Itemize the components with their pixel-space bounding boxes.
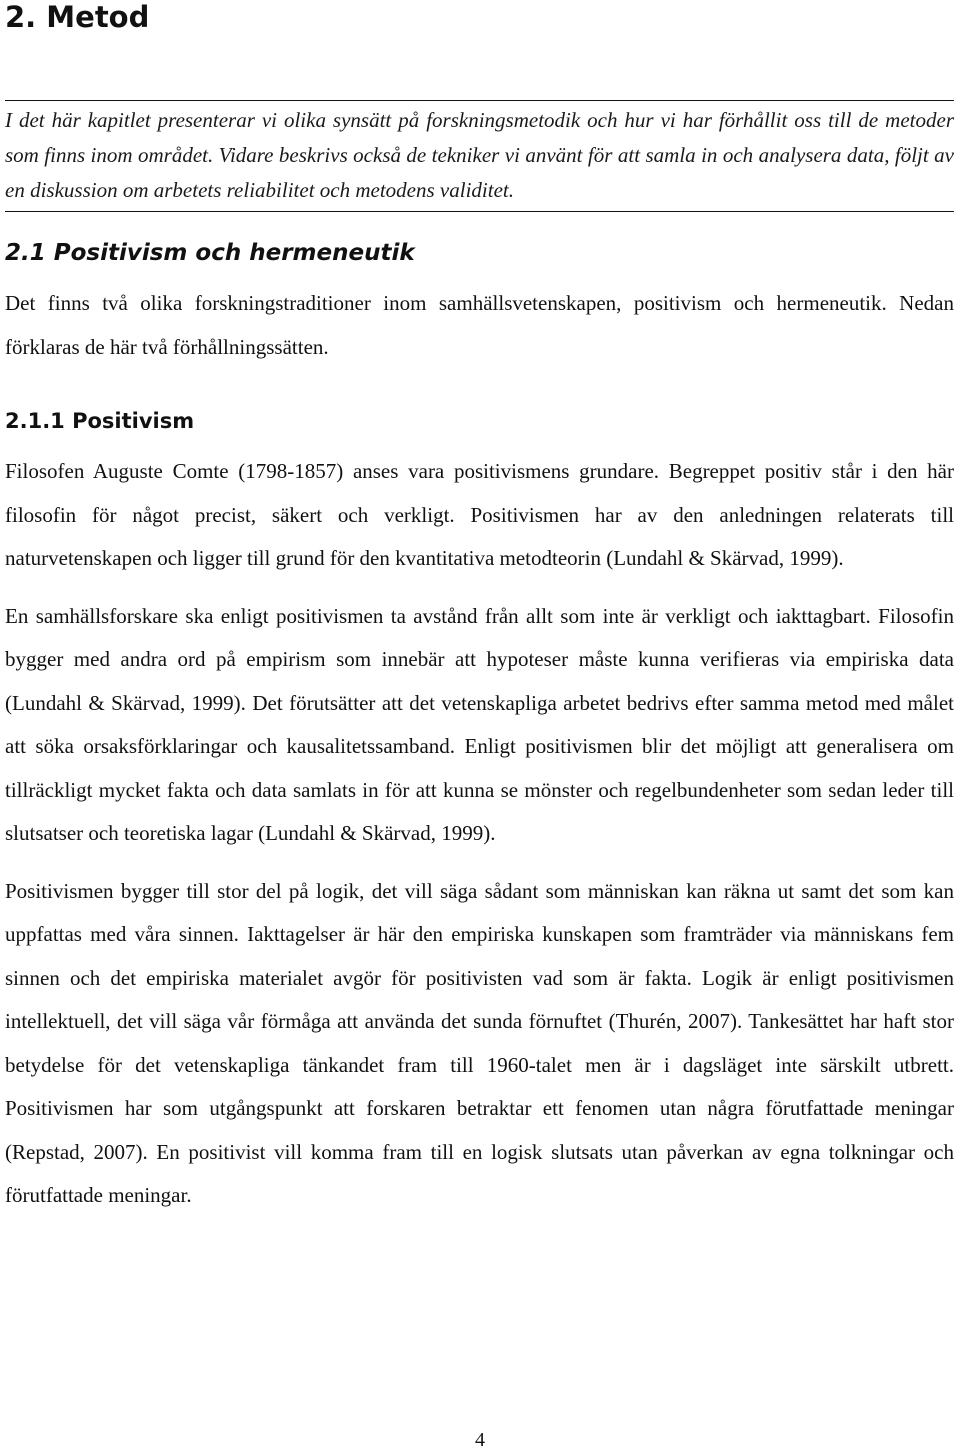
section-2-1-paragraph: Det finns två olika forskningstraditioner inom samhällsvetenskapen, positivism och hermeneutik. Nedan förklaras de här två förhållningssätten. — [5, 291, 954, 359]
section-heading-2-1: 2.1 Positivism och hermeneutik — [5, 240, 415, 266]
positivism-paragraph-3: Positivismen bygger till stor del på logik, det vill säga sådant som människan kan räkna ut samt det som kan uppfattas med våra sinnen. Iakttagelser är här den empiriska kunskapen som framträder via människans fem sinnen och det empiriska materialet avgör för positivisten vad som är fakta. Logik är enligt positivismen intellektuell, det vill säga vår förmåga att använda det sunda förnuftet (Thurén, 2007). Tankesättet har haft stor betydelse för det vetenskapliga tänkandet fram till 1960-talet men är i dagsläget inte särskilt utbrett. Positivismen har som utgångspunkt att forskaren betraktar ett fenomen utan några förutfattade meningar (Repstad, 2007). En positivist vill komma fram till en logisk slutsats utan påverkan av egna tolkningar och förutfattade meningar. — [5, 878, 954, 1207]
page-number: 4 — [475, 1429, 485, 1451]
chapter-intro-box — [5, 100, 954, 212]
positivism-paragraph-2: En samhällsforskare ska enligt positivismen ta avstånd från allt som inte är verkligt och iakttagbart. Filosofin bygger med andra ord på empirism som innebär att hypoteser måste kunna verifieras via empiriska data (Lundahl & Skärvad, 1999). Det förutsätter att det vetenskapliga arbetet bedrivs efter samma metod med målet att söka orsaksförklaringar och kausalitetssamband. Enligt positivismen blir det möjligt att generalisera om tillräckligt mycket fakta och data samlats in för att kunna se mönster och regelbundenheter som sedan leder till slutsatser och teoretiska lagar (Lundahl & Skärvad, 1999). — [5, 603, 954, 845]
chapter-intro-text: I det här kapitlet presenterar vi olika synsätt på forskningsmetodik och hur vi har förhållit oss till de metoder som finns inom området. Vidare beskrivs också de tekniker vi använt för att samla in och analysera data, följt av en diskussion om arbetets reliabilitet och metodens validitet. — [5, 108, 954, 202]
positivism-paragraph-1: Filosofen Auguste Comte (1798-1857) anses vara positivismens grundare. Begreppet positiv står i den här filosofin för något precist, säkert och verkligt. Positivismen har av den anledningen relaterats till naturvetenskapen och ligger till grund för den kvantitativa metodteorin (Lundahl & Skärvad, 1999). — [5, 459, 954, 570]
section-heading-2-1-1: 2.1.1 Positivism — [5, 409, 195, 433]
chapter-heading: 2. Metod — [5, 0, 150, 34]
